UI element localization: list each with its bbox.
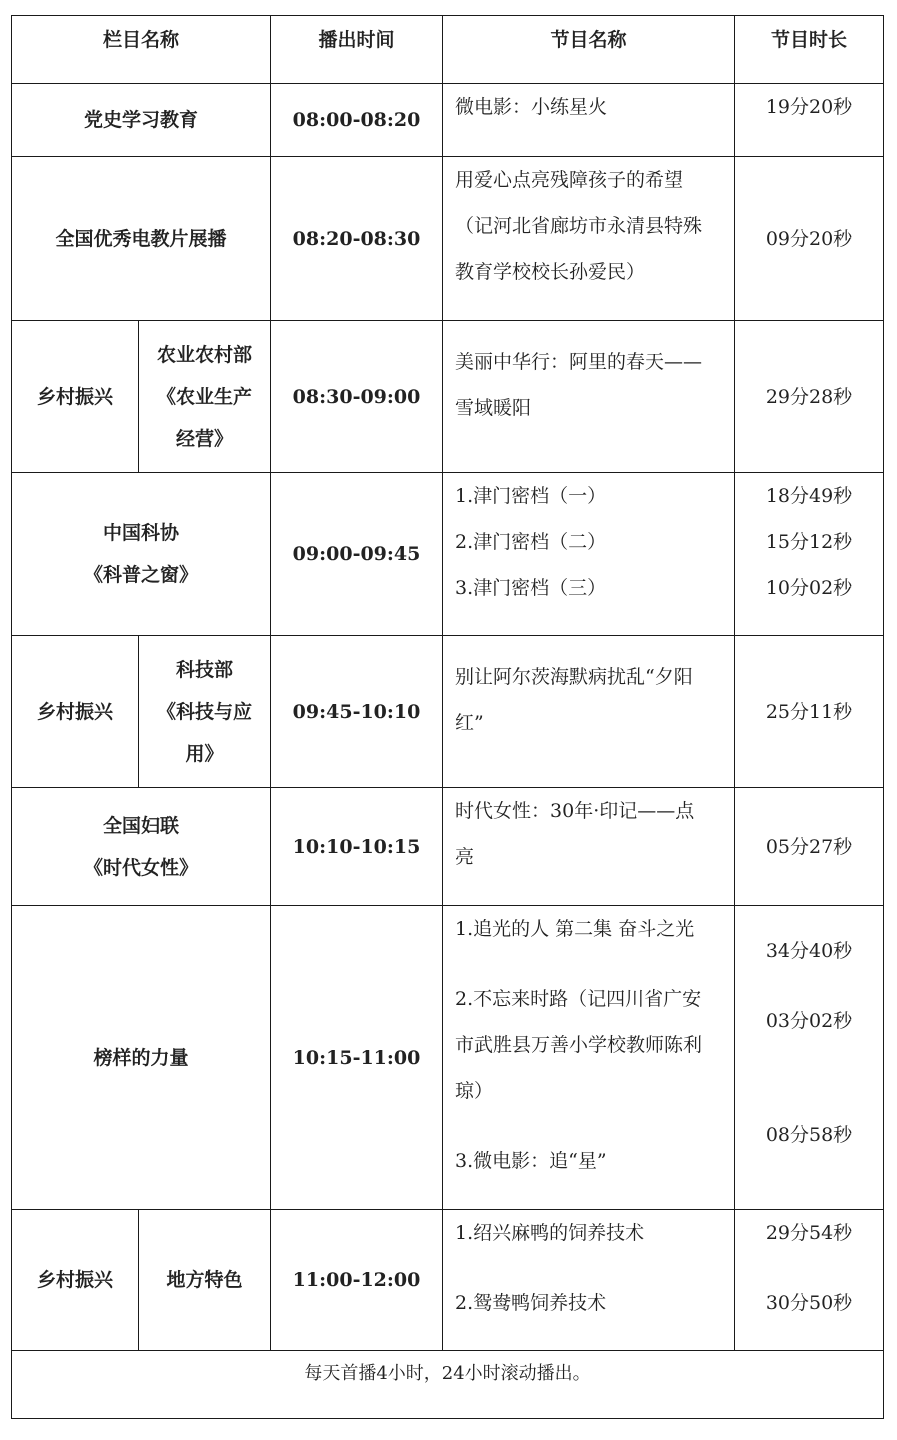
program-line: 雪域暖阳 [455, 397, 532, 419]
table-row [12, 473, 884, 636]
duration-value: 15分12秒 [765, 531, 853, 553]
duration-value: 10分02秒 [765, 577, 853, 599]
program-line: 2.不忘来时路（记四川省广安 [455, 988, 702, 1010]
column-name-sub [139, 321, 271, 473]
table-row [12, 636, 884, 788]
spacer [735, 974, 883, 998]
duration [735, 906, 884, 1210]
header-row [12, 16, 884, 84]
table-row [12, 906, 884, 1210]
duration [735, 157, 884, 321]
spacer [455, 1256, 722, 1280]
spacer [735, 1044, 883, 1112]
spacer [735, 1256, 883, 1280]
schedule-table [11, 15, 884, 1419]
duration-value: 18分49秒 [765, 485, 853, 507]
column-name-main: 乡村振兴 [12, 636, 139, 788]
header-column-name: 栏目名称 [12, 16, 271, 84]
air-time: 09:00-09:45 [271, 473, 443, 636]
program-line: 亮 [455, 846, 475, 868]
air-time: 08:30-09:00 [271, 321, 443, 473]
duration [735, 473, 884, 636]
program-line: 别让阿尔茨海默病扰乱“夕阳 [455, 666, 693, 688]
program-line: 2.鸳鸯鸭饲养技术 [455, 1292, 607, 1314]
program-line: 3.微电影：追“星” [455, 1150, 607, 1172]
duration [735, 321, 884, 473]
duration [735, 788, 884, 906]
program-line: 时代女性：30年·印记——点 [455, 800, 695, 822]
program-line: 2.津门密档（二） [455, 531, 607, 553]
table-row [12, 321, 884, 473]
column-line: 中国科协 [103, 522, 180, 544]
table-row [12, 1210, 884, 1351]
column-sub-line: 科技部 [176, 658, 234, 681]
program-name [443, 906, 735, 1210]
header-program-name: 节目名称 [443, 16, 735, 84]
header-duration: 节目时长 [735, 16, 884, 84]
duration [735, 1210, 884, 1351]
table-row [12, 157, 884, 321]
spacer [455, 1114, 722, 1138]
duration-value: 29分54秒 [765, 1222, 853, 1244]
duration-value: 09分20秒 [765, 227, 853, 250]
table-row [12, 788, 884, 906]
spacer [455, 952, 722, 976]
program-line: 教育学校校长孙爱民） [455, 261, 646, 283]
program-line: 1.绍兴麻鸭的饲养技术 [455, 1222, 645, 1244]
program-name [443, 1210, 735, 1351]
program-name [443, 321, 735, 473]
program-line: 用爱心点亮残障孩子的希望 [455, 169, 684, 191]
column-name [12, 788, 271, 906]
program-name [443, 473, 735, 636]
column-line: 《科普之窗》 [84, 564, 199, 586]
footer-row [12, 1351, 884, 1419]
program-name [443, 636, 735, 788]
air-time: 08:20-08:30 [271, 157, 443, 321]
column-name-sub [139, 636, 271, 788]
column-name: 全国优秀电教片展播 [12, 157, 271, 321]
column-sub-line: 用》 [185, 742, 224, 765]
duration-value: 30分50秒 [765, 1292, 853, 1314]
program-line: 微电影：小练星火 [455, 96, 608, 118]
air-time: 09:45-10:10 [271, 636, 443, 788]
column-name [12, 473, 271, 636]
program-line: 1.津门密档（一） [455, 485, 607, 507]
air-time: 08:00-08:20 [271, 84, 443, 157]
program-line: 1.追光的人 第二集 奋斗之光 [455, 918, 695, 940]
program-line: 3.津门密档（三） [455, 577, 607, 599]
duration-value: 29分28秒 [765, 385, 853, 408]
program-name [443, 84, 735, 157]
duration-value: 05分27秒 [765, 835, 853, 858]
table-row [12, 84, 884, 157]
footer-note: 每天首播4小时，24小时滚动播出。 [12, 1351, 884, 1419]
program-line: 琼） [455, 1080, 494, 1102]
column-name-sub: 地方特色 [139, 1210, 271, 1351]
duration [735, 84, 884, 157]
air-time: 11:00-12:00 [271, 1210, 443, 1351]
column-sub-line: 经营》 [176, 427, 234, 450]
duration-value: 03分02秒 [765, 1010, 853, 1032]
column-sub-line: 农业农村部 [157, 343, 253, 366]
column-name-main: 乡村振兴 [12, 321, 139, 473]
air-time: 10:10-10:15 [271, 788, 443, 906]
air-time: 10:15-11:00 [271, 906, 443, 1210]
program-line: 美丽中华行：阿里的春天—— [455, 351, 703, 373]
column-sub-line: 《农业生产 [157, 385, 253, 408]
program-name [443, 157, 735, 321]
header-air-time: 播出时间 [271, 16, 443, 84]
column-line: 《时代女性》 [84, 856, 199, 879]
program-line: 红” [455, 712, 484, 734]
program-line: （记河北省廊坊市永清县特殊 [455, 215, 703, 237]
column-line: 全国妇联 [103, 814, 180, 837]
column-name: 榜样的力量 [12, 906, 271, 1210]
column-name-main: 乡村振兴 [12, 1210, 139, 1351]
column-sub-line: 《科技与应 [157, 700, 253, 723]
duration-value: 34分40秒 [765, 940, 853, 962]
duration [735, 636, 884, 788]
program-name [443, 788, 735, 906]
program-line: 市武胜县万善小学校教师陈利 [455, 1034, 703, 1056]
column-name: 党史学习教育 [12, 84, 271, 157]
duration-value: 19分20秒 [765, 96, 853, 118]
duration-value: 25分11秒 [765, 700, 853, 723]
duration-value: 08分58秒 [765, 1124, 853, 1146]
